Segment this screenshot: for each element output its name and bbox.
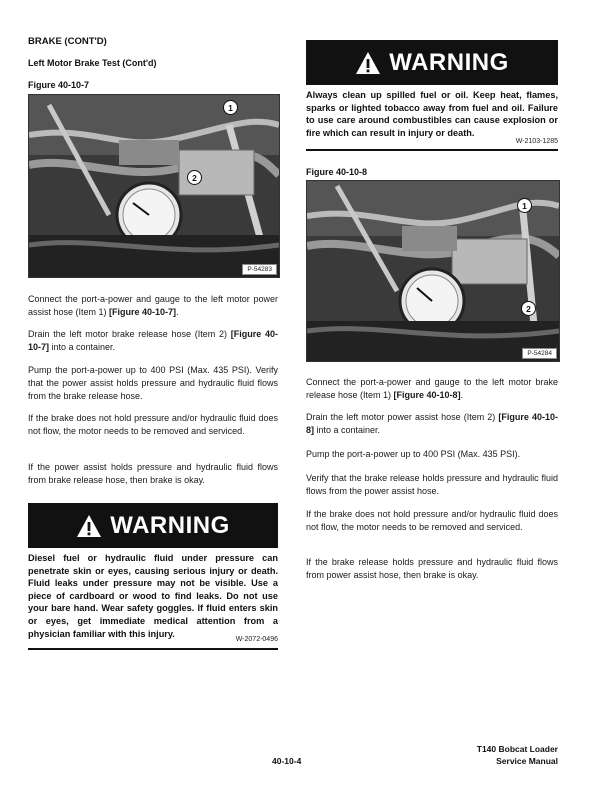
warning-right-banner [306, 40, 558, 85]
figure-1-photo [28, 94, 280, 278]
figure-1-photo-id: P-54283 [242, 264, 277, 275]
warning-right-rule [306, 149, 558, 151]
left-paragraph-2: Drain the left motor brake release hose (Item 2) [Figure 40-10-7] into a container. [28, 329, 278, 352]
left-paragraph-4: If the brake does not hold pressure and/or hydraulic fluid does not flow, the motor needs to be removed and serviced. [28, 413, 278, 436]
left-paragraph-5: If the power assist holds pressure and hydraulic fluid flows from brake release hose, then brake is okay. [28, 462, 278, 485]
warning-right-title: WARNING [389, 48, 509, 76]
right-paragraph-5: If the brake does not hold pressure and/or hydraulic fluid does not flow, the motor needs to be removed and serviced. [306, 509, 558, 532]
figure-2-callout-1: 1 [517, 198, 532, 213]
right-paragraph-2: Drain the left motor power assist hose (Item 2) [Figure 40-10-8] into a container. [306, 412, 558, 435]
figure-2-callout-2: 2 [521, 301, 536, 316]
figure-1-callout-2: 2 [187, 170, 202, 185]
footer-product-line-1: T140 Bobcat Loader [476, 744, 558, 754]
warning-left-code: W-2072-0496 [235, 636, 278, 643]
right-paragraph-4: Verify that the brake release holds pressure and hydraulic fluid flows from the power assist hose. [306, 473, 558, 496]
figure-1-callout-1: 1 [223, 100, 238, 115]
section-title: BRAKE (CONT'D) [28, 36, 107, 47]
warning-right-code: W-2103-1285 [515, 138, 558, 145]
figure-2-label: Figure 40-10-8 [306, 167, 368, 177]
warning-left-banner [28, 503, 278, 548]
figure-1-label: Figure 40-10-7 [28, 80, 90, 90]
warning-left-text: Diesel fuel or hydraulic fluid under pressure can penetrate skin or eyes, causing serious injury or death. Fluid leaks under pressure may not be visible. Use a piece of cardboard or wood to find leaks. Do not use your bare hand. Wear safety goggles. If fluid enters skin or eyes, get immediate medical attention from a physician familiar with this injury. [28, 553, 278, 639]
warning-triangle-icon [76, 514, 102, 538]
right-paragraph-1: Connect the port-a-power and gauge to the left motor brake release hose (Item 1) [Figure 40-10-8]. [306, 377, 558, 400]
left-paragraph-1: Connect the port-a-power and gauge to the left motor power assist hose (Item 1) [Figure 40-10-7]. [28, 294, 278, 317]
warning-left-rule [28, 648, 278, 650]
subsection-title: Left Motor Brake Test (Cont'd) [28, 58, 157, 68]
footer-product-line-2: Service Manual [496, 756, 558, 766]
warning-right-text: Always clean up spilled fuel or oil. Keep heat, flames, sparks or lighted tobacco away from fuel and oil. Failure to use care around combustibles can cause explosion or fire which can result in injury or death. [306, 90, 558, 138]
figure-2-photo [306, 180, 560, 362]
page-number: 40-10-4 [272, 756, 302, 766]
warning-left-title: WARNING [110, 511, 230, 539]
left-paragraph-3: Pump the port-a-power up to 400 PSI (Max. 435 PSI). Verify that the power assist holds pressure and hydraulic fluid flows from the brake release hose. [28, 365, 278, 401]
right-paragraph-3: Pump the port-a-power up to 400 PSI (Max. 435 PSI). [306, 449, 521, 459]
warning-triangle-icon [355, 51, 381, 75]
figure-1-illustration [29, 95, 279, 277]
right-paragraph-6: If the brake release holds pressure and hydraulic fluid flows from power assist hose, then brake is okay. [306, 557, 558, 580]
figure-2-photo-id: P-54284 [522, 348, 557, 359]
